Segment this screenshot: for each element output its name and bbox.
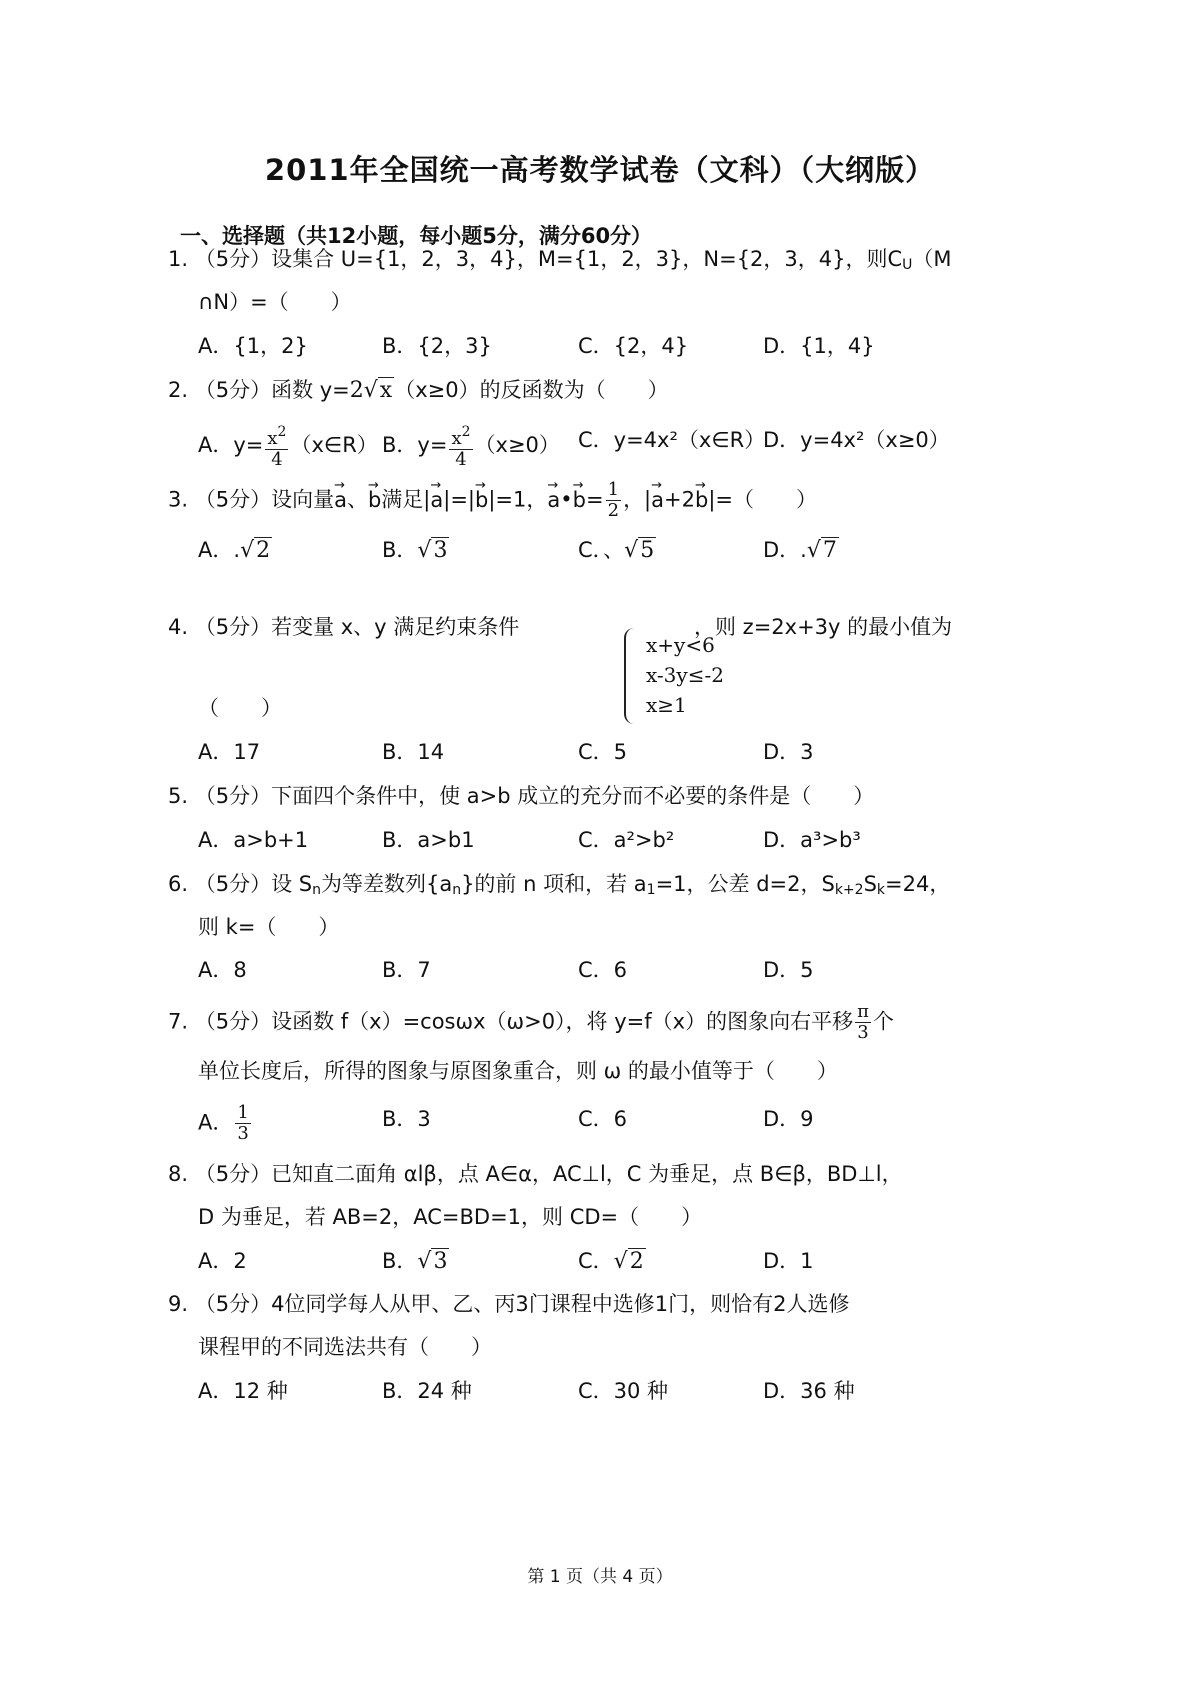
exponent: 2 — [277, 424, 287, 440]
sqrt-expression: √5 — [624, 538, 655, 563]
option-domain: （x∈R） — [290, 433, 378, 457]
question-8-line-2: D 为垂足，若 AB=2，AC=BD=1，则 CD=（ ） — [198, 1205, 703, 1229]
sqrt-expression: √2 — [240, 538, 271, 563]
fraction — [855, 1002, 871, 1043]
q1-option-a: A．{1，2} — [198, 334, 308, 358]
section-heading: 一、选择题（共12小题，每小题5分，满分60分） — [180, 224, 653, 248]
sqrt-expression: √3 — [417, 538, 448, 563]
question-1-tail: （M — [912, 247, 952, 271]
q1-option-c: C．{2，4} — [578, 334, 689, 358]
condition-text: ，| — [623, 487, 652, 512]
q3-option-a — [198, 535, 272, 566]
radicand: 2 — [629, 1249, 644, 1274]
radicand: 3 — [433, 538, 448, 563]
radicand: 5 — [640, 538, 655, 563]
sqrt-expression: √2 — [613, 1249, 644, 1274]
vector-b: → b — [368, 485, 381, 515]
vector-b: → b — [695, 485, 708, 515]
question-4-line-1 — [168, 612, 519, 642]
sqrt-expression: 2√x — [349, 378, 393, 403]
constraint-1: x+y<6 — [646, 633, 715, 657]
q5-option-b: B．a>b⁢1 — [382, 828, 475, 852]
denominator: 2 — [607, 500, 620, 521]
q9-option-d: D．36 种 — [763, 1379, 855, 1403]
q6-option-b: B．7 — [382, 958, 431, 982]
option-label: D． — [763, 538, 801, 562]
q6-option-c: C．6 — [578, 958, 628, 982]
question-7-tail: 个 — [872, 1009, 894, 1034]
numerator: π — [857, 1001, 869, 1022]
question-2-line-1 — [168, 375, 669, 406]
condition-text: 满足| — [381, 487, 431, 512]
question-4-text: 4. （5分）若变量 x、y 满足约束条件 — [168, 615, 520, 639]
option-prefix: . — [800, 538, 807, 562]
question-6-text: 6. （5分）设 S — [168, 872, 313, 896]
constraint-2: x-3y≤-2 — [646, 663, 724, 687]
radicand: x — [379, 378, 393, 403]
question-3-text: 3. （5分）设向量 — [168, 487, 335, 512]
option-domain: （x≥0） — [474, 433, 560, 457]
page-title: 2011年全国统一高考数学试卷（文科）（大纲版） — [264, 153, 936, 187]
question-9-line-1: 9. （5分）4位同学每人从甲、乙、丙3门课程中选修1门，则恰有2人选修 — [168, 1292, 850, 1316]
question-5-line-1: 5. （5分）下面四个条件中，使 a>b 成立的充分而不必要的条件是（ ） — [168, 784, 875, 808]
q4-option-d: D．3 — [763, 740, 814, 764]
q2-option-d: D．y=4x²（x≥0） — [763, 428, 950, 452]
q7-option-d: D．9 — [763, 1107, 814, 1131]
q2-option-a — [198, 422, 378, 470]
vector-a: → a — [430, 485, 443, 515]
question-3-tail: |=（ ） — [708, 487, 817, 512]
question-6-text: =24， — [885, 872, 951, 896]
numerator: 1 — [607, 479, 620, 500]
question-6-line-1 — [168, 869, 950, 905]
question-1-text: 1. （5分）设集合 U={1，2，3，4}，M={1，2，3}，N={2，3，4}，则C — [168, 247, 903, 271]
q2-option-b — [382, 422, 560, 470]
q9-option-a: A．12 种 — [198, 1379, 288, 1403]
denominator: 3 — [855, 1022, 871, 1043]
denominator: 3 — [237, 1123, 249, 1144]
question-7-line-2: 单位长度后，所得的图象与原图象重合，则 ω 的最小值等于（ ） — [198, 1059, 838, 1083]
option-prefix: 、 — [603, 538, 625, 562]
exponent: 2 — [461, 424, 471, 440]
q7-option-c: C．6 — [578, 1107, 628, 1131]
numerator: x — [451, 428, 462, 449]
q8-option-b — [382, 1246, 449, 1277]
question-2-tail: （x≥0）的反函数为（ ） — [394, 378, 669, 402]
option-prefix: . — [233, 538, 241, 562]
subscript: 1 — [646, 882, 656, 898]
question-6-text: =1，公差 d=2，S — [655, 872, 835, 896]
subscript: n — [312, 882, 321, 898]
numerator: x — [267, 428, 278, 449]
condition-text: |=| — [443, 487, 475, 512]
question-7-line-1 — [168, 1002, 894, 1043]
vector-b: → b — [475, 485, 488, 515]
q3-option-b — [382, 535, 449, 566]
equals-sign: =⁢ — [586, 487, 604, 512]
question-7-text: 7. （5分）设函数 f（x）=cosωx（ω>0），将 y=f（x）的图象向右平移 — [168, 1009, 854, 1034]
question-6-text: }的前 n 项和，若 a — [461, 872, 647, 896]
q2-option-c: C．y=4x²（x∈R） — [578, 428, 766, 452]
vector-b: → b — [573, 485, 586, 515]
q3-option-d — [763, 535, 839, 566]
vector-a: → a — [651, 485, 664, 515]
q7-option-b: B．3 — [382, 1107, 431, 1131]
q5-option-c: C．a²>b² — [578, 828, 675, 852]
q5-option-a: A．a>b+1 — [198, 828, 309, 852]
dot-operator: • — [560, 487, 573, 512]
page-footer: 第 1 页（共 4 页） — [527, 1567, 673, 1587]
constraint-system — [630, 630, 724, 720]
q8-option-d: D．1 — [763, 1249, 814, 1273]
q6-option-d: D．5 — [763, 958, 814, 982]
subscript: n — [452, 882, 462, 898]
q4-option-c: C．5 — [578, 740, 628, 764]
plus-term: +2 — [664, 487, 695, 512]
denominator: 4 — [449, 449, 472, 470]
fraction — [606, 480, 621, 521]
numerator: 1 — [237, 1102, 249, 1123]
q1-option-d: D．{1，4} — [763, 334, 875, 358]
q4-option-b: B．14 — [382, 740, 445, 764]
vector-a: → a — [334, 485, 347, 515]
question-4-tail: ，则 z=2x+3y 的最小值为 — [694, 615, 953, 639]
option-label: A．y= — [198, 433, 264, 457]
question-4-line-2: （ ） — [198, 696, 282, 720]
question-6-text: ⁢S — [863, 872, 877, 896]
question-6-line-2: 则 k=（ ） — [198, 915, 340, 939]
question-6-text: 为等差数列{a — [320, 872, 453, 896]
subscript: k+2 — [834, 882, 864, 898]
option-label: A． — [198, 538, 234, 562]
radicand: 3 — [433, 1249, 448, 1274]
subscript: k — [876, 882, 886, 898]
complement-subscript: U — [902, 257, 913, 273]
option-label: C． — [578, 1249, 614, 1273]
question-3-line-1 — [168, 480, 817, 521]
sqrt-expression: √7 — [806, 538, 837, 563]
q9-option-c: C．30 种 — [578, 1379, 669, 1403]
option-label: B．y= — [382, 433, 448, 457]
question-1-line-1 — [168, 244, 952, 280]
question-2-text: 2. （5分）函数 y= — [168, 378, 350, 402]
option-label: C． — [578, 538, 604, 562]
q8-option-c — [578, 1246, 646, 1277]
question-9-line-2: 课程甲的不同选法共有（ ） — [198, 1335, 492, 1359]
vector-a: → a — [547, 485, 560, 515]
sqrt-expression: √3 — [417, 1249, 448, 1274]
fraction — [449, 422, 472, 470]
question-1-line-2: ∩N）=（ ） — [198, 290, 352, 314]
condition-text: |=1， — [488, 487, 548, 512]
q1-option-b: B．{2，3} — [382, 334, 492, 358]
option-label: B． — [382, 538, 418, 562]
q8-option-a: A．2 — [198, 1249, 247, 1273]
q6-option-a: A．8 — [198, 958, 247, 982]
fraction — [235, 1103, 250, 1144]
question-8-line-1: 8. （5分）已知直二面角 α⁢l⁢β，点 A∈α，AC⊥l，C 为垂足，点 B∈β，BD⊥l， — [168, 1162, 903, 1186]
fraction — [265, 422, 288, 470]
denominator: 4 — [265, 449, 288, 470]
constraint-3: x≥1 — [646, 693, 687, 717]
q5-option-d: D．a³>b³ — [763, 828, 861, 852]
q3-option-c — [578, 535, 656, 566]
option-label: B． — [382, 1249, 418, 1273]
q7-option-a — [198, 1103, 253, 1144]
separator: 、 — [346, 487, 368, 512]
q9-option-b: B．24 种 — [382, 1379, 472, 1403]
radicand: 7 — [822, 538, 837, 563]
radicand: 2 — [256, 538, 271, 563]
option-label: A． — [198, 1110, 234, 1135]
q4-option-a: A．17 — [198, 740, 261, 764]
